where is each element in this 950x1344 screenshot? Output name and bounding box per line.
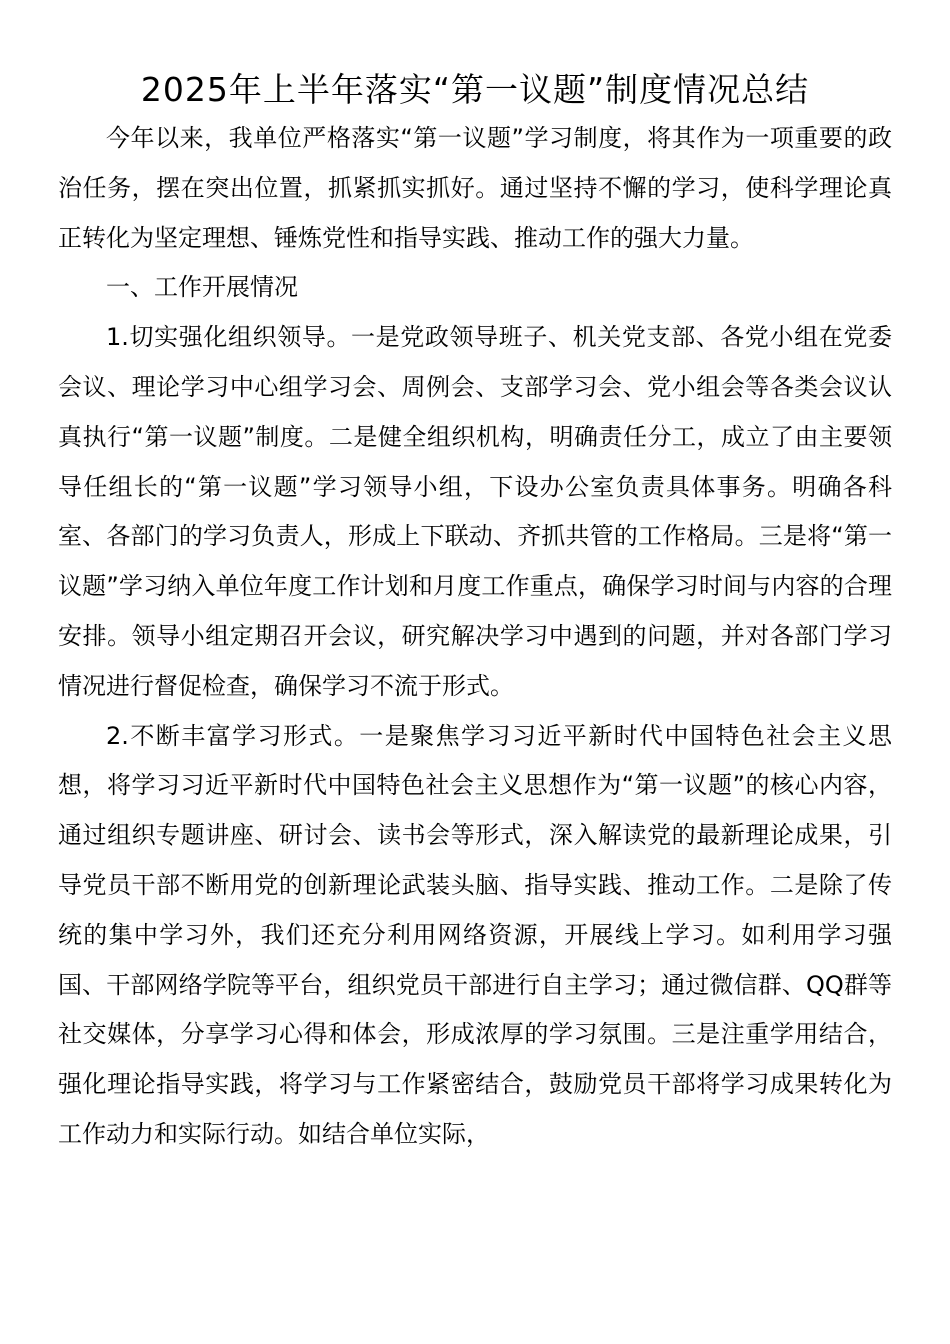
document-body xyxy=(58,114,892,1160)
intro-paragraph: 今年以来，我单位严格落实“第一议题”学习制度，将其作为一项重要的政治任务，摆在突出位置，抓紧抓实抓好。通过坚持不懈的学习，使科学理论真正转化为坚定理想、锤炼党性和指导实践、推动工作的强大力量。 xyxy=(58,124,892,252)
paragraph-learning-forms: 2.不断丰富学习形式。一是聚焦学习习近平新时代中国特色社会主义思想，将学习习近平新时代中国特色社会主义思想作为“第一议题”的核心内容，通过组织专题讲座、研讨会、读书会等形式，深入解读党的最新理论成果，引导党员干部不断用党的创新理论武装头脑、指导实践、推动工作。二是除了传统的集中学习外，我们还充分利用网络资源，开展线上学习。如利用学习强国、干部网络学院等平台，组织党员干部进行自主学习；通过微信群、QQ群等社交媒体，分享学习心得和体会，形成浓厚的学习氛围。三是注重学用结合，强化理论指导实践，将学习与工作紧密结合，鼓励党员干部将学习成果转化为工作动力和实际行动。如结合单位实际， xyxy=(58,721,892,1148)
document-title: 2025年上半年落实“第一议题”制度情况总结 xyxy=(140,70,810,109)
section-heading: 一、工作开展情况 xyxy=(106,273,298,302)
paragraph-organization-leadership: 1.切实强化组织领导。一是党政领导班子、机关党支部、各党小组在党委会议、理论学习中心组学习会、周例会、支部学习会、党小组会等各类会议认真执行“第一议题”制度。二是健全组织机构，明确责任分工，成立了由主要领导任组长的“第一议题”学习领导小组，下设办公室负责具体事务。明确各科室、各部门的学习负责人，形成上下联动、齐抓共管的工作格局。三是将“第一议题”学习纳入单位年度工作计划和月度工作重点，确保学习时间与内容的合理安排。领导小组定期召开会议，研究解决学习中遇到的问题，并对各部门学习情况进行督促检查，确保学习不流于形式。 xyxy=(58,323,892,700)
